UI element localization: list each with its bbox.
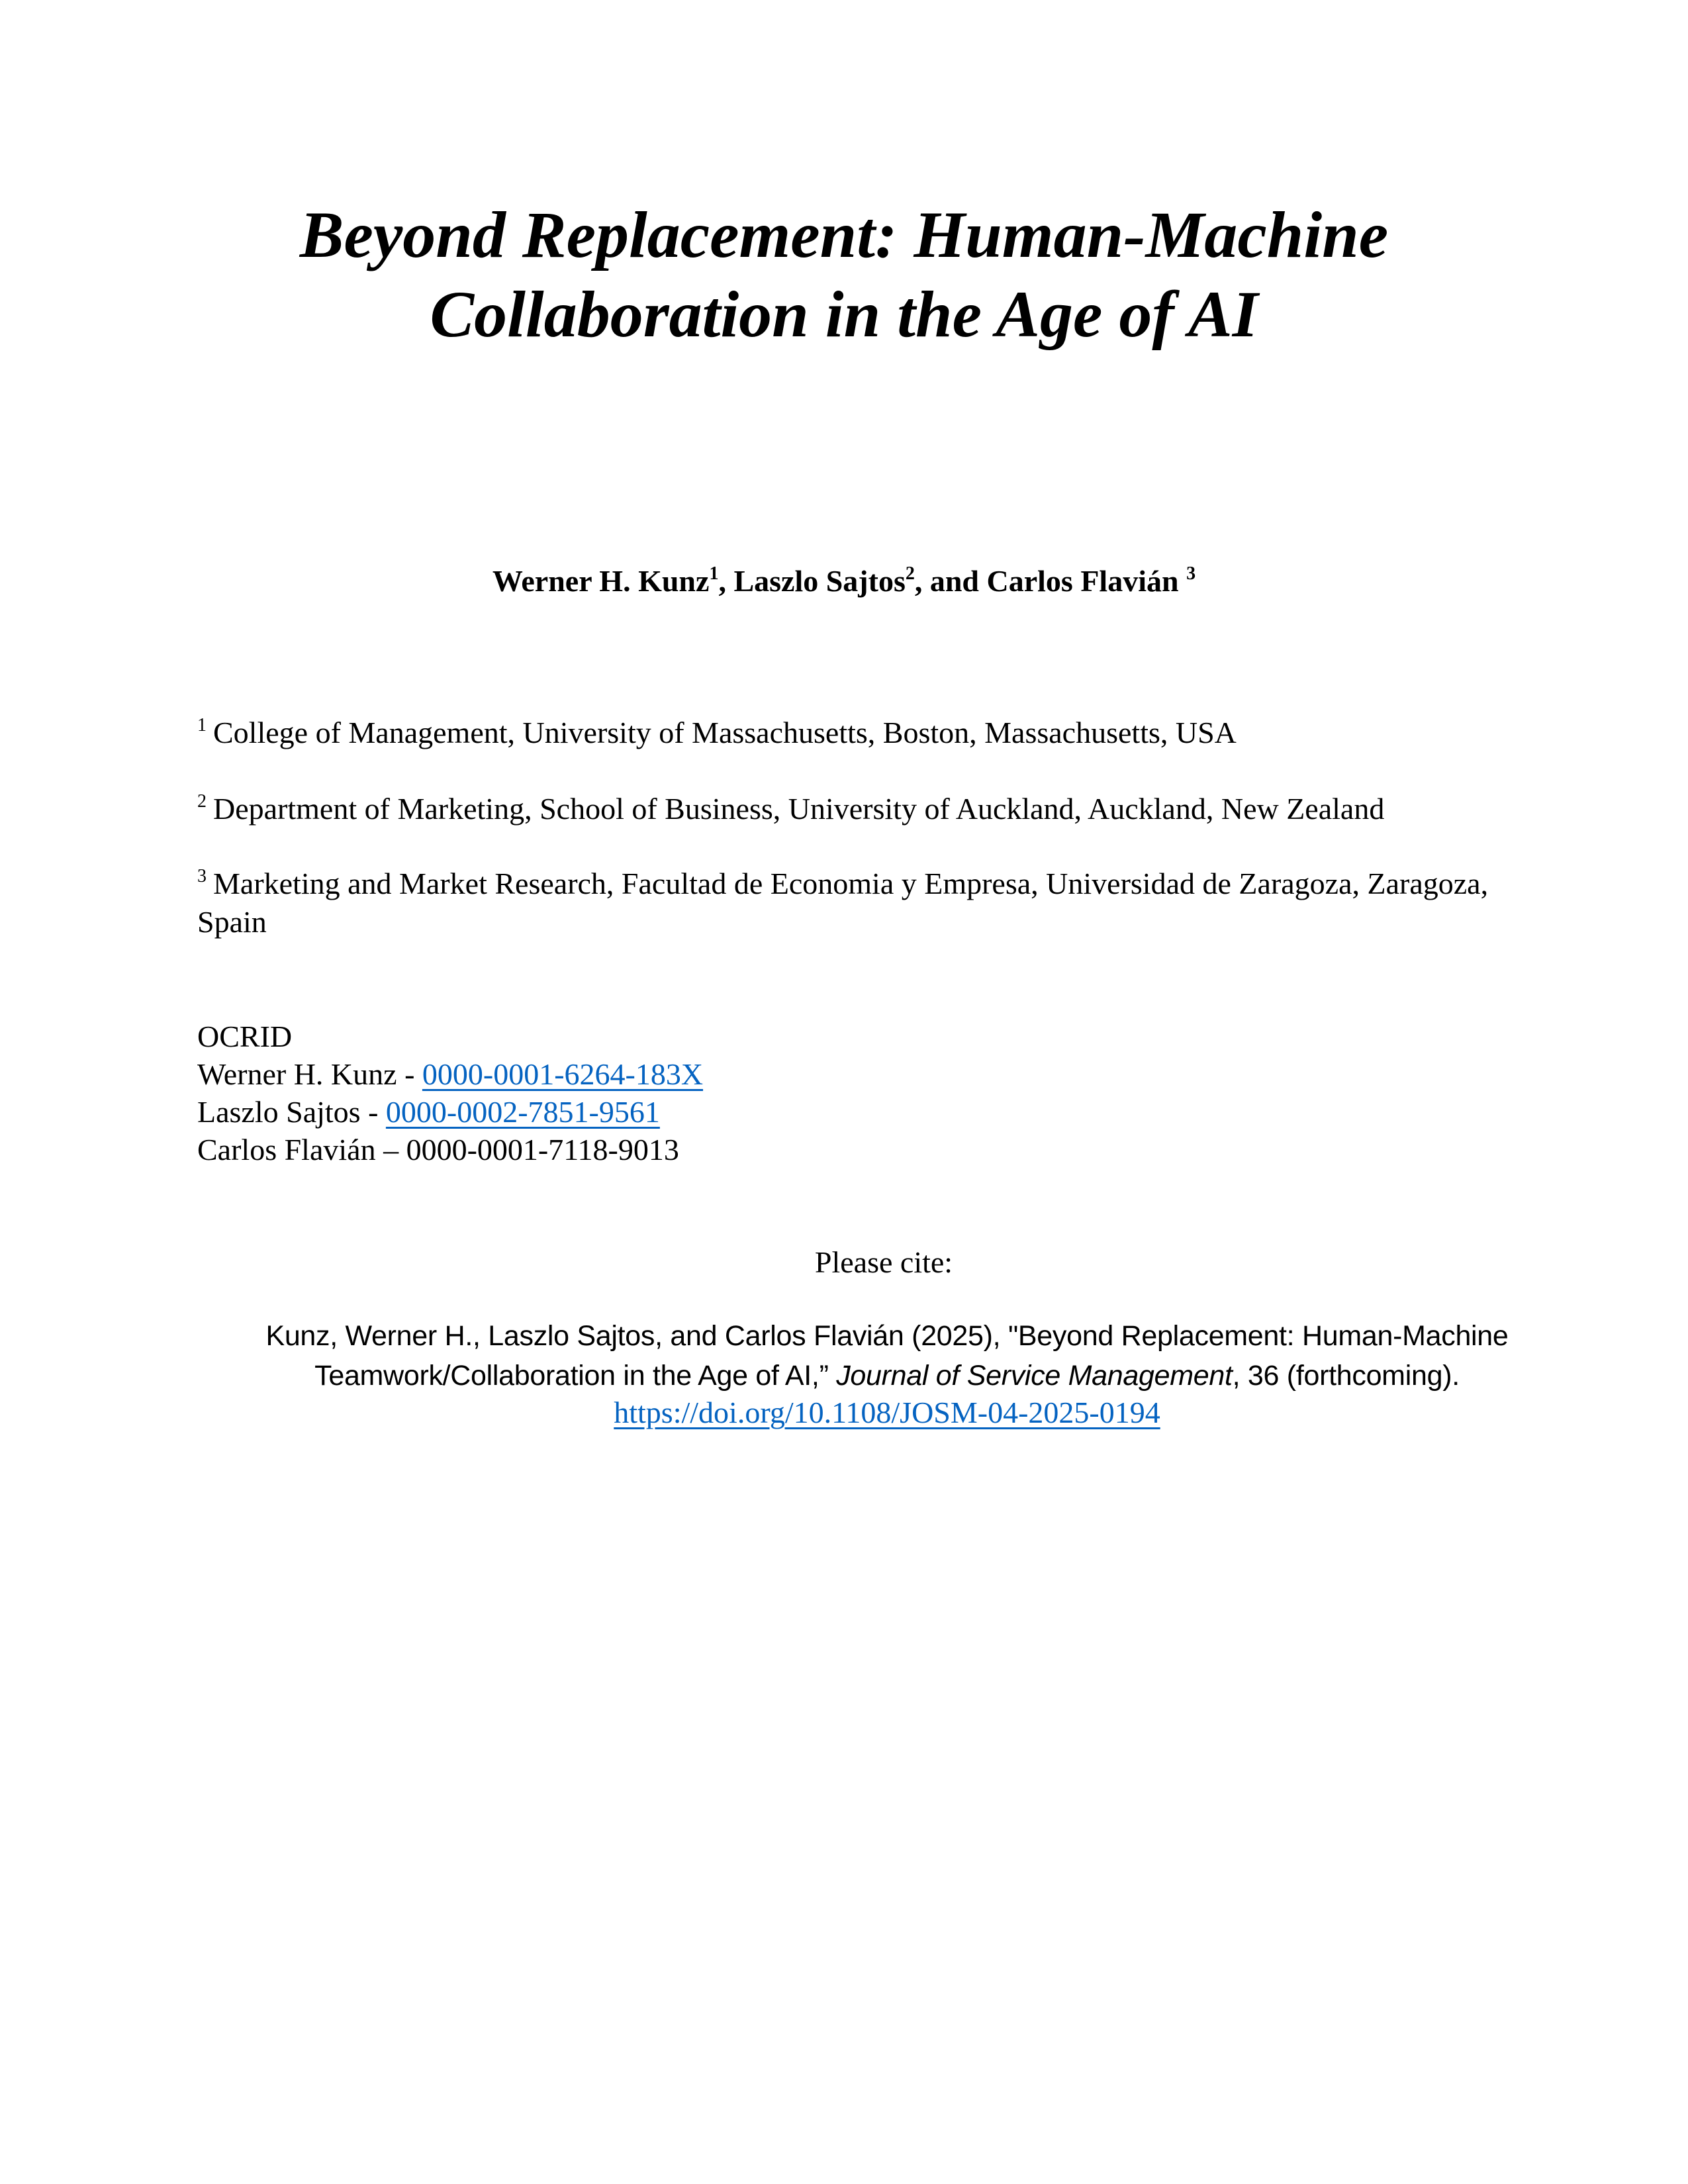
paper-title-line-1: Beyond Replacement: Human-Machine [299,198,1389,271]
affiliation-number: 1 [197,715,207,736]
please-cite-heading: Please cite: [814,1245,953,1279]
affiliation-number: 2 [197,791,207,812]
orcid-link-kunz[interactable]: 0000-0001-6264-183X [422,1057,704,1091]
paper-title [0,195,1688,354]
affiliation-3 [197,865,1508,941]
affiliation-2 [197,790,1508,828]
citation-journal: Journal of Service Management [836,1360,1233,1392]
affiliation-1 [197,714,1508,752]
orcid-author-name: Carlos Flavián [197,1133,376,1166]
author-name: Carlos Flavián [986,564,1187,598]
orcid-id-flavian: 0000-0001-7118-9013 [406,1133,679,1166]
doi-link[interactable]: https://doi.org/10.1108/JOSM-04-2025-0194 [614,1396,1160,1429]
paper-title-line-2: Collaboration in the Age of AI [430,277,1258,351]
affiliation-text: College of Management, University of Massachusetts, Boston, Massachusetts, USA [213,716,1237,749]
affiliation-text: Marketing and Market Research, Facultad de Economia y Empresa, Universidad de Zaragoza, Zaragoza, Spain [197,867,1489,939]
author-affiliation-marker: 2 [905,563,915,584]
citation-block [165,1316,1609,1430]
orcid-link-sajtos[interactable]: 0000-0002-7851-9561 [385,1095,660,1129]
citation-text: Kunz, Werner H., Laszlo Sajtos, and Carlos Flavián (2025), "Beyond Replacement: Human-Machine Teamwork/Collaboration in the Age of AI,” [265,1320,1509,1392]
author-name: Werner H. Kunz [492,564,710,598]
author-name: Laszlo Sajtos [733,564,906,598]
author-affiliation-marker: 3 [1186,563,1196,584]
orcid-dash: - [360,1095,386,1129]
doi-line [165,1396,1609,1430]
author-separator: , and [914,564,987,598]
orcid-entry [197,1093,703,1131]
orcid-entry [197,1131,703,1168]
orcid-section [197,1018,703,1168]
author-list [0,561,1688,601]
affiliation-text: Department of Marketing, School of Business, University of Auckland, Auckland, New Zealand [213,792,1385,826]
orcid-author-name: Werner H. Kunz [197,1057,397,1091]
author-affiliation-marker: 1 [709,563,719,584]
orcid-dash: – [375,1133,406,1166]
affiliation-number: 3 [197,866,207,886]
orcid-dash: - [397,1057,422,1091]
orcid-entry [197,1055,703,1093]
orcid-author-name: Laszlo Sajtos [197,1095,361,1129]
author-separator: , [718,564,734,598]
orcid-heading: OCRID [197,1020,293,1053]
citation-volume: , 36 (forthcoming). [1232,1360,1460,1392]
